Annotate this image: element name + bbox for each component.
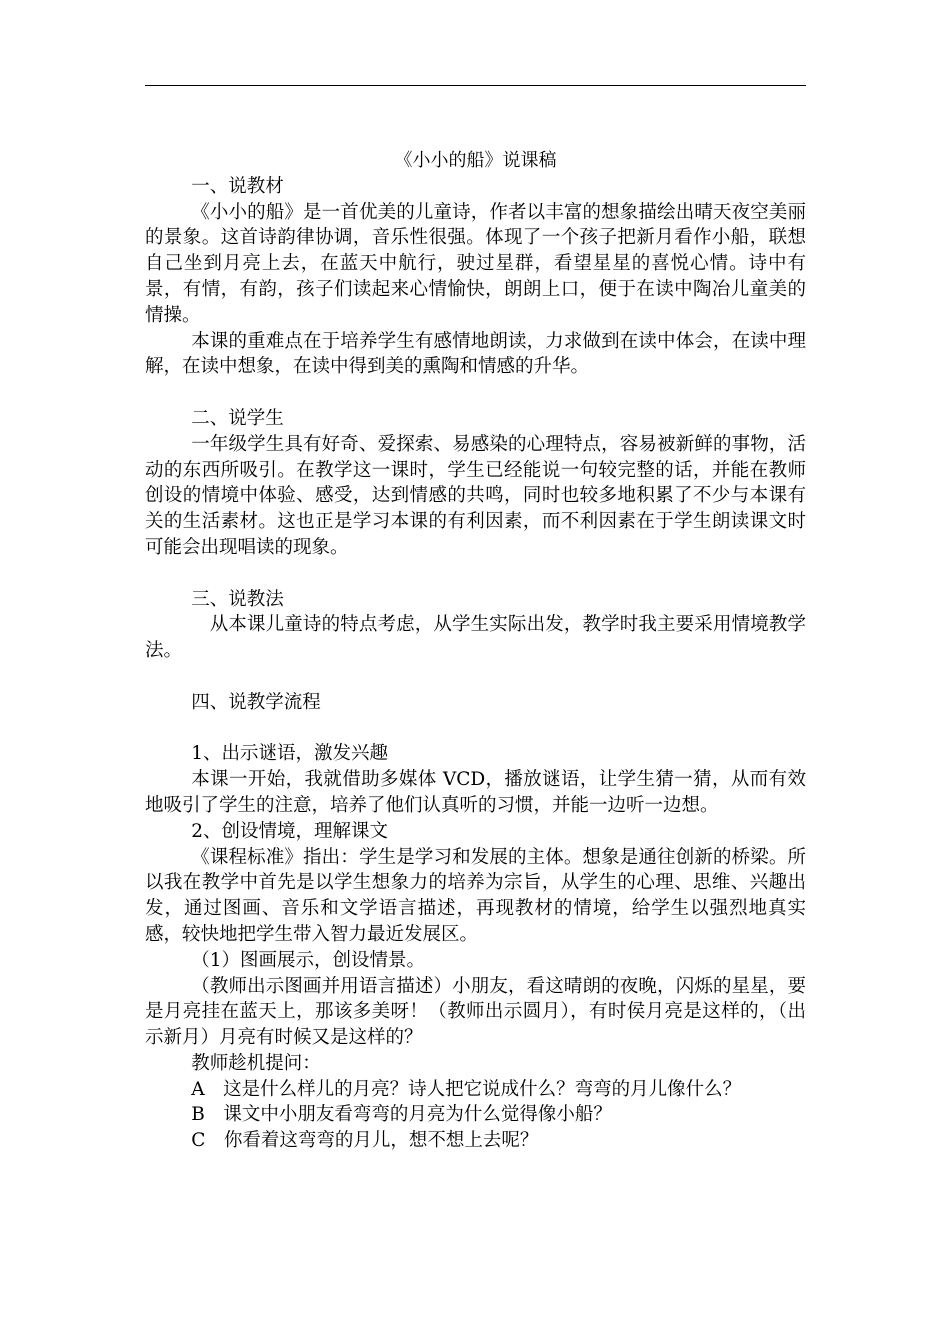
document-body xyxy=(145,148,806,1154)
paragraph: 一年级学生具有好奇、爱探索、易感染的心理特点，容易被新鲜的事物，活动的东西所吸引。在教学这一课时，学生已经能说一句较完整的话，并能在教师创设的情境中体验、感受，达到情感的共鸣，同时也较多地积累了不少与本课有关的生活素材。这也正是学习本课的有利因素，而不利因素在于学生朗读课文时可能会出现唱读的现象。 xyxy=(145,433,806,558)
paragraph: 《小小的船》是一首优美的儿童诗，作者以丰富的想象描绘出晴天夜空美丽的景象。这首诗韵律协调，音乐性很强。体现了一个孩子把新月看作小船，联想自己坐到月亮上去，在蓝天中航行，驶过星群，看望星星的喜悦心情。诗中有景，有情，有韵，孩子们读起来心情愉快，朗朗上口，便于在读中陶冶儿童美的情操。 xyxy=(145,201,806,326)
paragraph: 1、出示谜语，激发兴趣 xyxy=(191,743,389,765)
paragraph: C 你看着这弯弯的月儿，想不想上去呢？ xyxy=(191,1130,539,1152)
paragraph: 本课的重难点在于培养学生有感情地朗读，力求做到在读中体会，在读中理解，在读中想象，在读中得到美的熏陶和情感的升华。 xyxy=(145,330,806,378)
header-rule xyxy=(145,85,806,86)
paragraph: （1）图画展示，创设情景。 xyxy=(191,949,426,971)
paragraph: 一、说教材 xyxy=(191,175,284,197)
paragraph: A 这是什么样儿的月亮？诗人把它说成什么？弯弯的月儿像什么？ xyxy=(191,1078,742,1100)
paragraph: 教师趁机提问： xyxy=(191,1052,321,1074)
paragraph: 2、创设情境，理解课文 xyxy=(191,820,389,842)
paragraph: （教师出示图画并用语言描述）小朋友，看这晴朗的夜晚，闪烁的星星，要是月亮挂在蓝天上，那该多美呀！（教师出示圆月），有时侯月亮是这样的，（出示新月）月亮有时候又是这样的？ xyxy=(145,975,806,1049)
paragraph-spacer xyxy=(145,561,806,587)
paragraph-spacer xyxy=(145,664,806,690)
paragraph: 从本课儿童诗的特点考虑，从学生实际出发，教学时我主要采用情境教学法。 xyxy=(145,614,806,662)
paragraph: 本课一开始，我就借助多媒体 VCD，播放谜语，让学生猜一猜，从而有效地吸引了学生的注意，培养了他们认真听的习惯，并能一边听一边想。 xyxy=(145,769,806,816)
paragraph-spacer xyxy=(145,716,806,742)
paragraph: 《课程标准》指出：学生是学习和发展的主体。想象是通往创新的桥梁。所以我在教学中首先是以学生想象力的培养为宗旨，从学生的心理、思维、兴趣出发，通过图画、音乐和文学语言描述，再现教材的情境，给学生以强烈地真实感，较快地把学生带入智力最近发展区。 xyxy=(145,846,806,945)
paragraph-list xyxy=(145,174,806,1154)
paragraph: 二、说学生 xyxy=(191,407,284,429)
paragraph: 三、说教法 xyxy=(191,588,284,610)
paragraph-spacer xyxy=(145,380,806,406)
paragraph: B 课文中小朋友看弯弯的月亮为什么觉得像小船？ xyxy=(191,1104,612,1126)
document-title: 《小小的船》说课稿 xyxy=(394,150,557,171)
paragraph: 四、说教学流程 xyxy=(191,691,321,713)
